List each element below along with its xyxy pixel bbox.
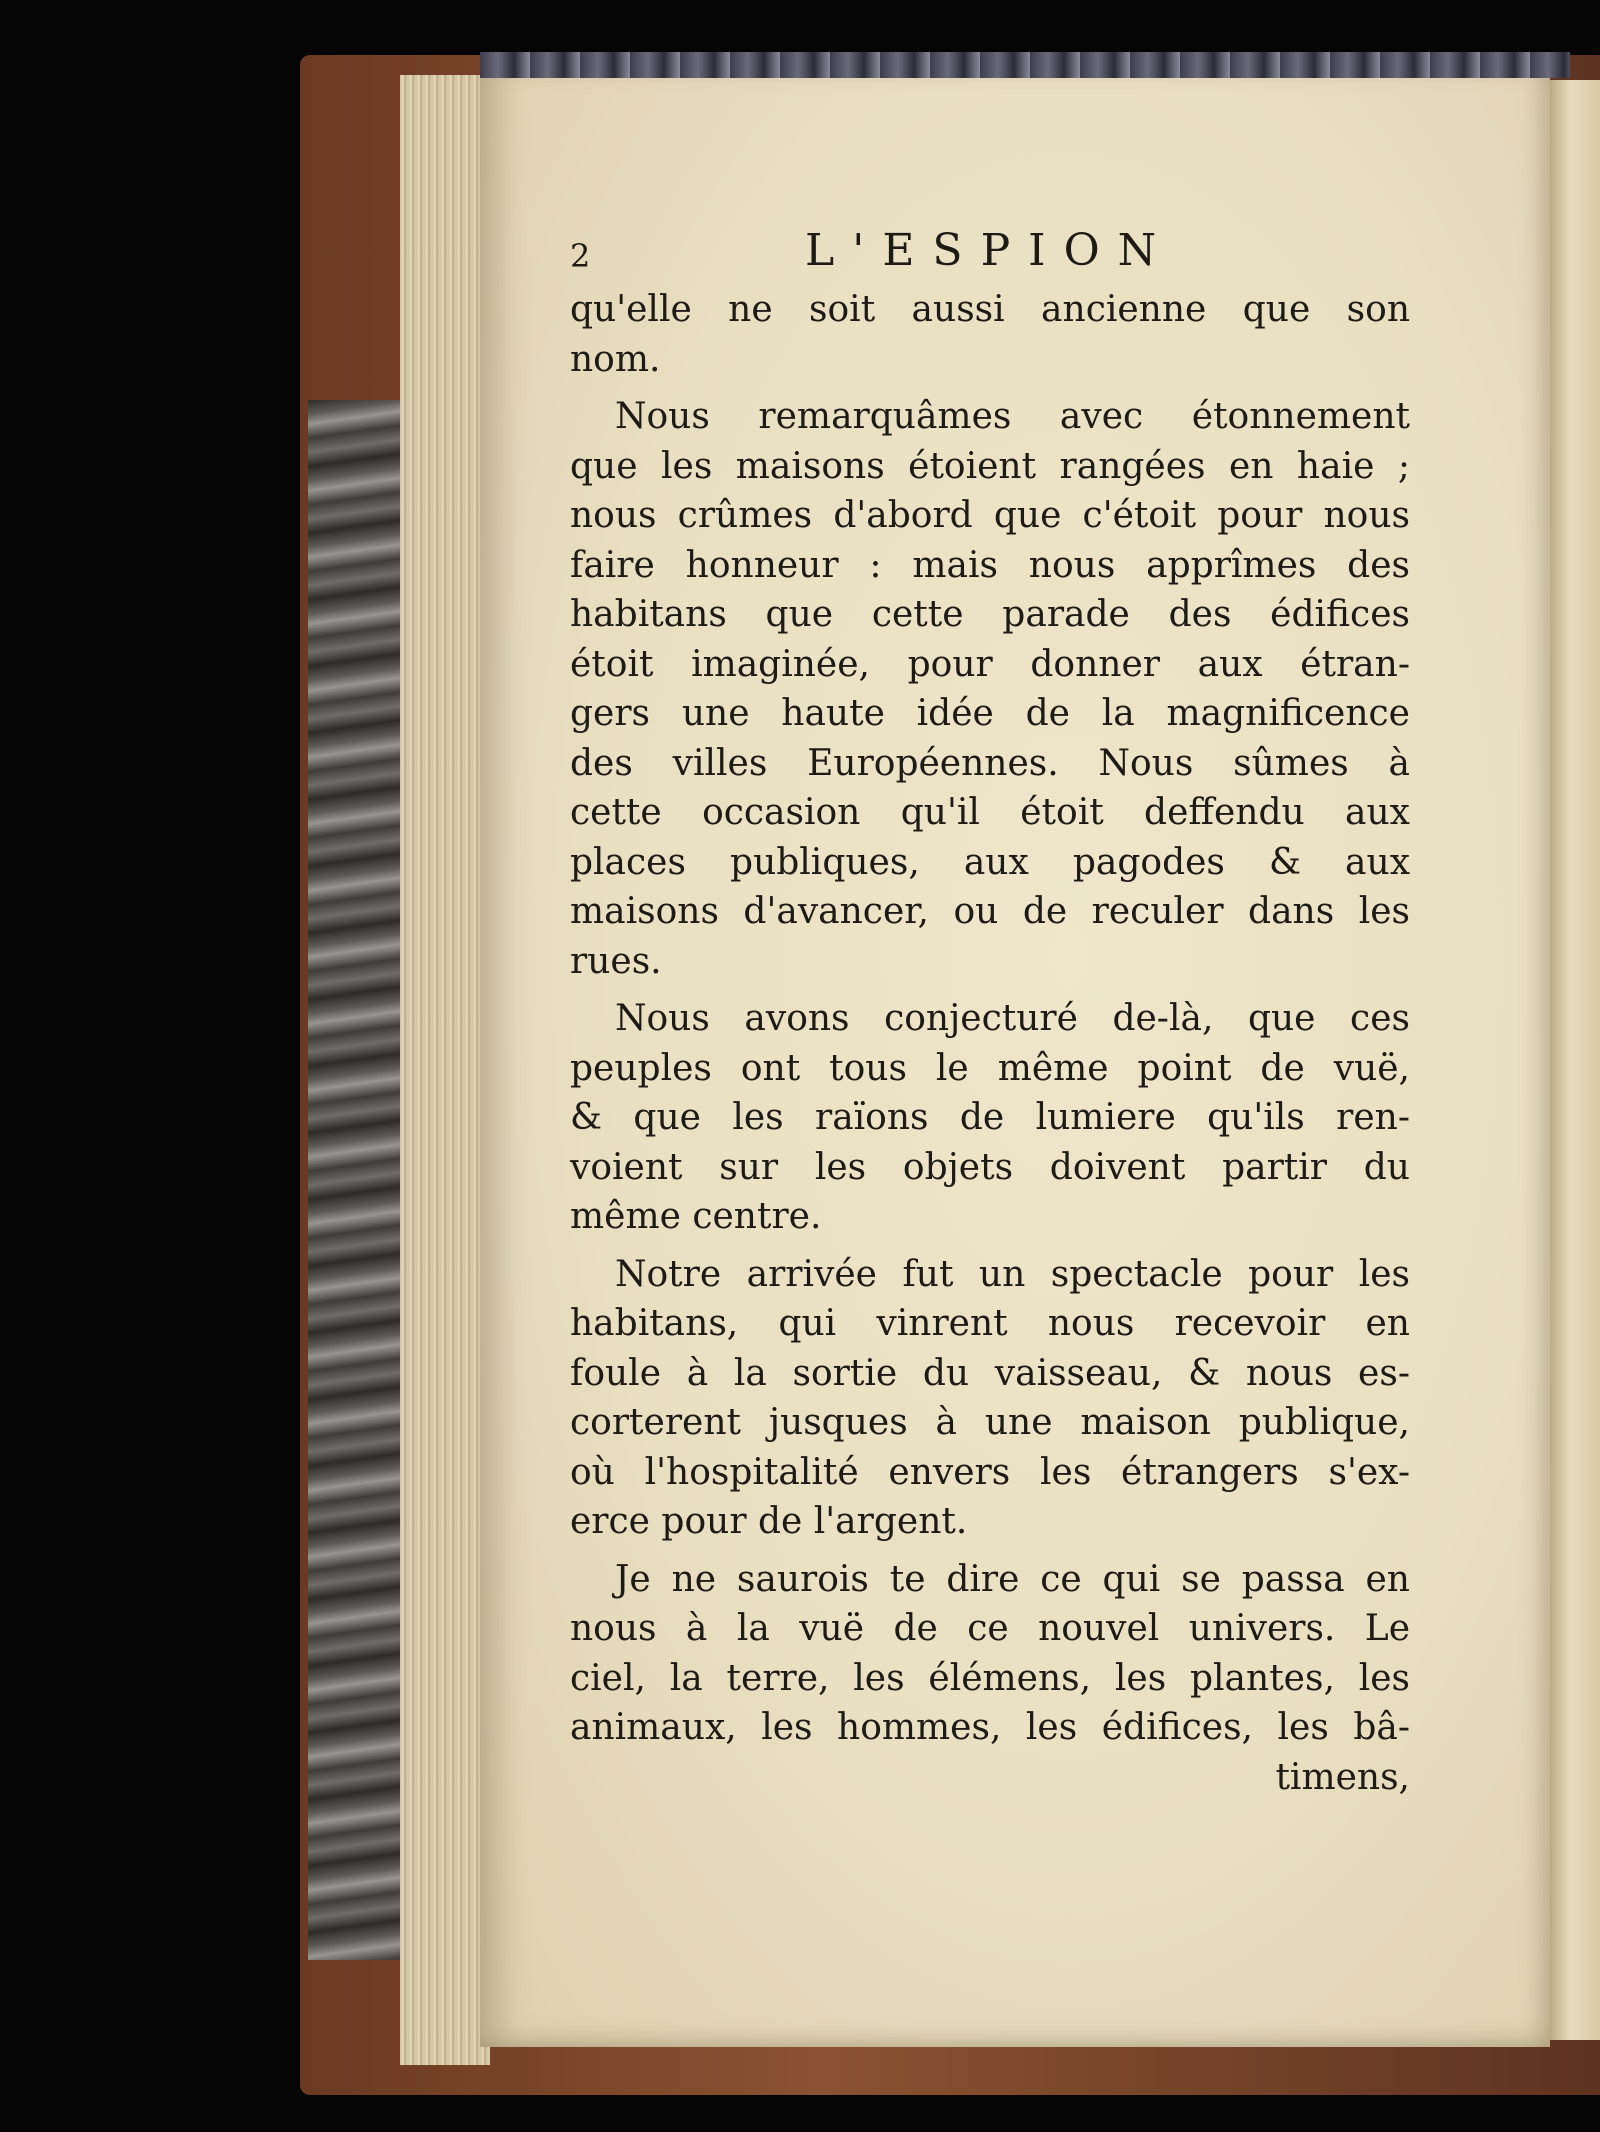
text-line: animaux, les hommes, les édifices, les bâ-	[570, 1707, 1410, 1748]
marbled-top-edge	[480, 52, 1570, 78]
text-line: & que les raïons de lumiere qu'ils ren-	[570, 1097, 1410, 1138]
page-header	[570, 215, 1410, 285]
text-line: que les maisons étoient rangées en haie ;	[570, 445, 1410, 487]
text-line: gers une haute idée de la magnificence	[570, 693, 1410, 734]
text-line: nous crûmes d'abord que c'étoit pour nous	[570, 495, 1410, 536]
text-line: Notre arrivée fut un spectacle pour les	[615, 1253, 1410, 1295]
page-text	[570, 215, 1410, 1802]
text-line: Je ne saurois te dire ce qui se passa en	[615, 1558, 1410, 1600]
marbled-spine	[308, 400, 403, 1960]
page-edges	[400, 75, 490, 2065]
text-line: corterent jusques à une maison publique,	[570, 1402, 1410, 1443]
text-line: rues.	[570, 940, 662, 982]
text-line: Nous remarquâmes avec étonnement	[615, 396, 1410, 437]
running-title: L'ESPION	[805, 225, 1175, 276]
text-line: même centre.	[570, 1196, 822, 1237]
catchword: timens,	[1275, 1756, 1410, 1798]
text-line: des villes Européennes. Nous sûmes à	[570, 742, 1410, 784]
paragraph	[570, 1555, 1410, 1753]
paragraph	[570, 994, 1410, 1242]
text-line: nom.	[570, 338, 661, 380]
text-line: où l'hospitalité envers les étrangers s'ex-	[570, 1451, 1410, 1493]
paragraph	[570, 285, 1410, 384]
text-line: nous à la vuë de ce nouvel univers. Le	[570, 1608, 1410, 1649]
text-line: erce pour de l'argent.	[570, 1501, 968, 1542]
text-line: voient sur les objets doivent partir du	[570, 1146, 1410, 1188]
text-line: maisons d'avancer, ou de reculer dans les	[570, 891, 1410, 932]
paragraph	[570, 1250, 1410, 1547]
text-line: étoit imaginée, pour donner aux étran-	[570, 643, 1410, 685]
text-line: habitans, qui vinrent nous recevoir en	[570, 1303, 1410, 1344]
text-line: habitans que cette parade des édifices	[570, 594, 1410, 635]
paragraph	[570, 392, 1410, 986]
text-line: peuples ont tous le même point de vuë,	[570, 1047, 1410, 1089]
text-line: faire honneur : mais nous apprîmes des	[570, 544, 1410, 586]
text-line: Nous avons conjecturé de-là, que ces	[615, 998, 1410, 1039]
facing-page-edge	[1550, 80, 1600, 2040]
text-line: cette occasion qu'il étoit deffendu aux	[570, 792, 1410, 833]
text-line: foule à la sortie du vaisseau, & nous es-	[570, 1352, 1410, 1394]
text-line: places publiques, aux pagodes & aux	[570, 841, 1410, 883]
text-line: qu'elle ne soit aussi ancienne que son	[570, 289, 1410, 330]
text-line: ciel, la terre, les élémens, les plantes, les	[570, 1657, 1410, 1699]
page-number: 2	[570, 237, 591, 275]
